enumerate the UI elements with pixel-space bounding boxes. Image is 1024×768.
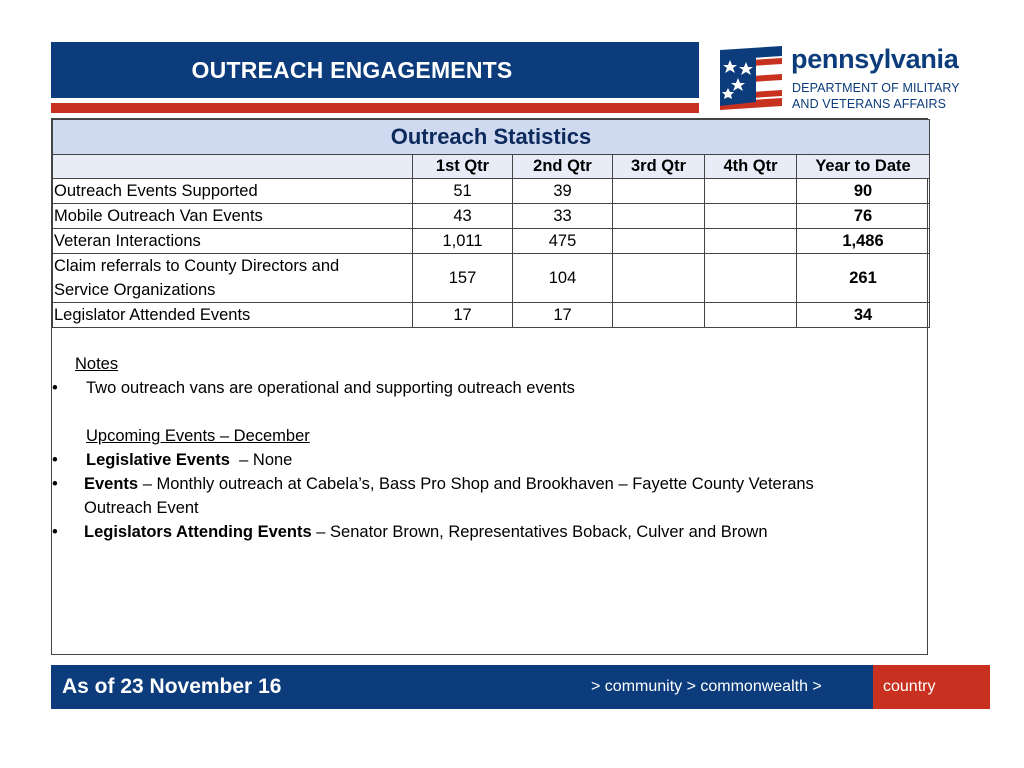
cell-ytd: 34 (797, 303, 930, 328)
header-q3: 3rd Qtr (613, 155, 705, 179)
table-caption: Outreach Statistics (53, 120, 930, 155)
note-text (84, 475, 814, 494)
cell-q2: 104 (513, 254, 613, 303)
legislators-attending-label: Legislators Attending Events (84, 523, 312, 541)
logo-subtitle-line1: DEPARTMENT OF MILITARY (792, 81, 960, 95)
cell-q4 (705, 303, 797, 328)
footer-bar (51, 665, 990, 709)
content-panel (51, 118, 928, 655)
events-label: Events (84, 475, 139, 493)
table-header-row (53, 155, 930, 179)
events-text: – Monthly outreach at Cabela’s, Bass Pro Shop and Brookhaven – Fayette County Veterans (142, 475, 814, 493)
cell-q3 (613, 303, 705, 328)
header-q1: 1st Qtr (413, 155, 513, 179)
cell-q3 (613, 179, 705, 204)
footer-tagline: > community > commonwealth > (591, 678, 822, 695)
upcoming-events-heading: Upcoming Events – December (86, 427, 310, 445)
title-accent-stripe (51, 103, 699, 113)
cell-q2: 475 (513, 229, 613, 254)
note-text: Two outreach vans are operational and supporting outreach events (86, 379, 575, 397)
table-row (53, 254, 930, 303)
outreach-statistics-table (52, 119, 930, 328)
header-q4: 4th Qtr (705, 155, 797, 179)
bullet: • (52, 475, 58, 493)
pa-dmva-logo (718, 44, 978, 114)
note-text (84, 523, 768, 542)
events-text-continued: Outreach Event (84, 499, 199, 517)
footer-red-block (873, 665, 990, 709)
cell-q1: 17 (413, 303, 513, 328)
legislative-events-text: – None (239, 451, 293, 469)
cell-q3 (613, 229, 705, 254)
page-title: OUTREACH ENGAGEMENTS (191, 56, 513, 83)
cell-ytd: 90 (797, 179, 930, 204)
table-caption-row (53, 120, 930, 155)
cell-q1: 51 (413, 179, 513, 204)
cell-q1: 1,011 (413, 229, 513, 254)
legislators-attending-text: – Senator Brown, Representatives Boback, Culver and Brown (316, 523, 768, 541)
row-label: Outreach Events Supported (53, 179, 413, 204)
title-banner (51, 42, 699, 98)
row-label-line2: Service Organizations (54, 281, 216, 299)
table-row (53, 303, 930, 328)
row-label: Legislator Attended Events (53, 303, 413, 328)
cell-q2: 33 (513, 204, 613, 229)
logo-brand-text: pennsylvania (791, 44, 959, 74)
flag-logo-icon (718, 44, 784, 110)
row-label: Veteran Interactions (53, 229, 413, 254)
bullet: • (52, 379, 58, 397)
cell-q1: 43 (413, 204, 513, 229)
cell-q4 (705, 179, 797, 204)
cell-q4 (705, 254, 797, 303)
note-text (86, 451, 292, 470)
header-empty-cell (53, 155, 413, 179)
cell-q3 (613, 204, 705, 229)
row-label-line1: Claim referrals to County Directors and (54, 257, 340, 275)
cell-q3 (613, 254, 705, 303)
cell-ytd: 261 (797, 254, 930, 303)
as-of-date: As of 23 November 16 (62, 675, 282, 698)
logo-subtitle-line2: AND VETERANS AFFAIRS (792, 97, 947, 111)
header-ytd: Year to Date (797, 155, 930, 179)
row-label (53, 254, 413, 303)
cell-ytd: 1,486 (797, 229, 930, 254)
cell-q2: 39 (513, 179, 613, 204)
bullet: • (52, 451, 58, 469)
notes-heading: Notes (75, 355, 119, 373)
row-label: Mobile Outreach Van Events (53, 204, 413, 229)
header-q2: 2nd Qtr (513, 155, 613, 179)
cell-q4 (705, 204, 797, 229)
cell-q2: 17 (513, 303, 613, 328)
table-row (53, 179, 930, 204)
legislative-events-label: Legislative Events (86, 451, 230, 469)
bullet: • (52, 523, 58, 541)
footer-tagline-country: country (883, 678, 936, 695)
cell-q1: 157 (413, 254, 513, 303)
table-row (53, 204, 930, 229)
cell-ytd: 76 (797, 204, 930, 229)
table-row (53, 229, 930, 254)
cell-q4 (705, 229, 797, 254)
